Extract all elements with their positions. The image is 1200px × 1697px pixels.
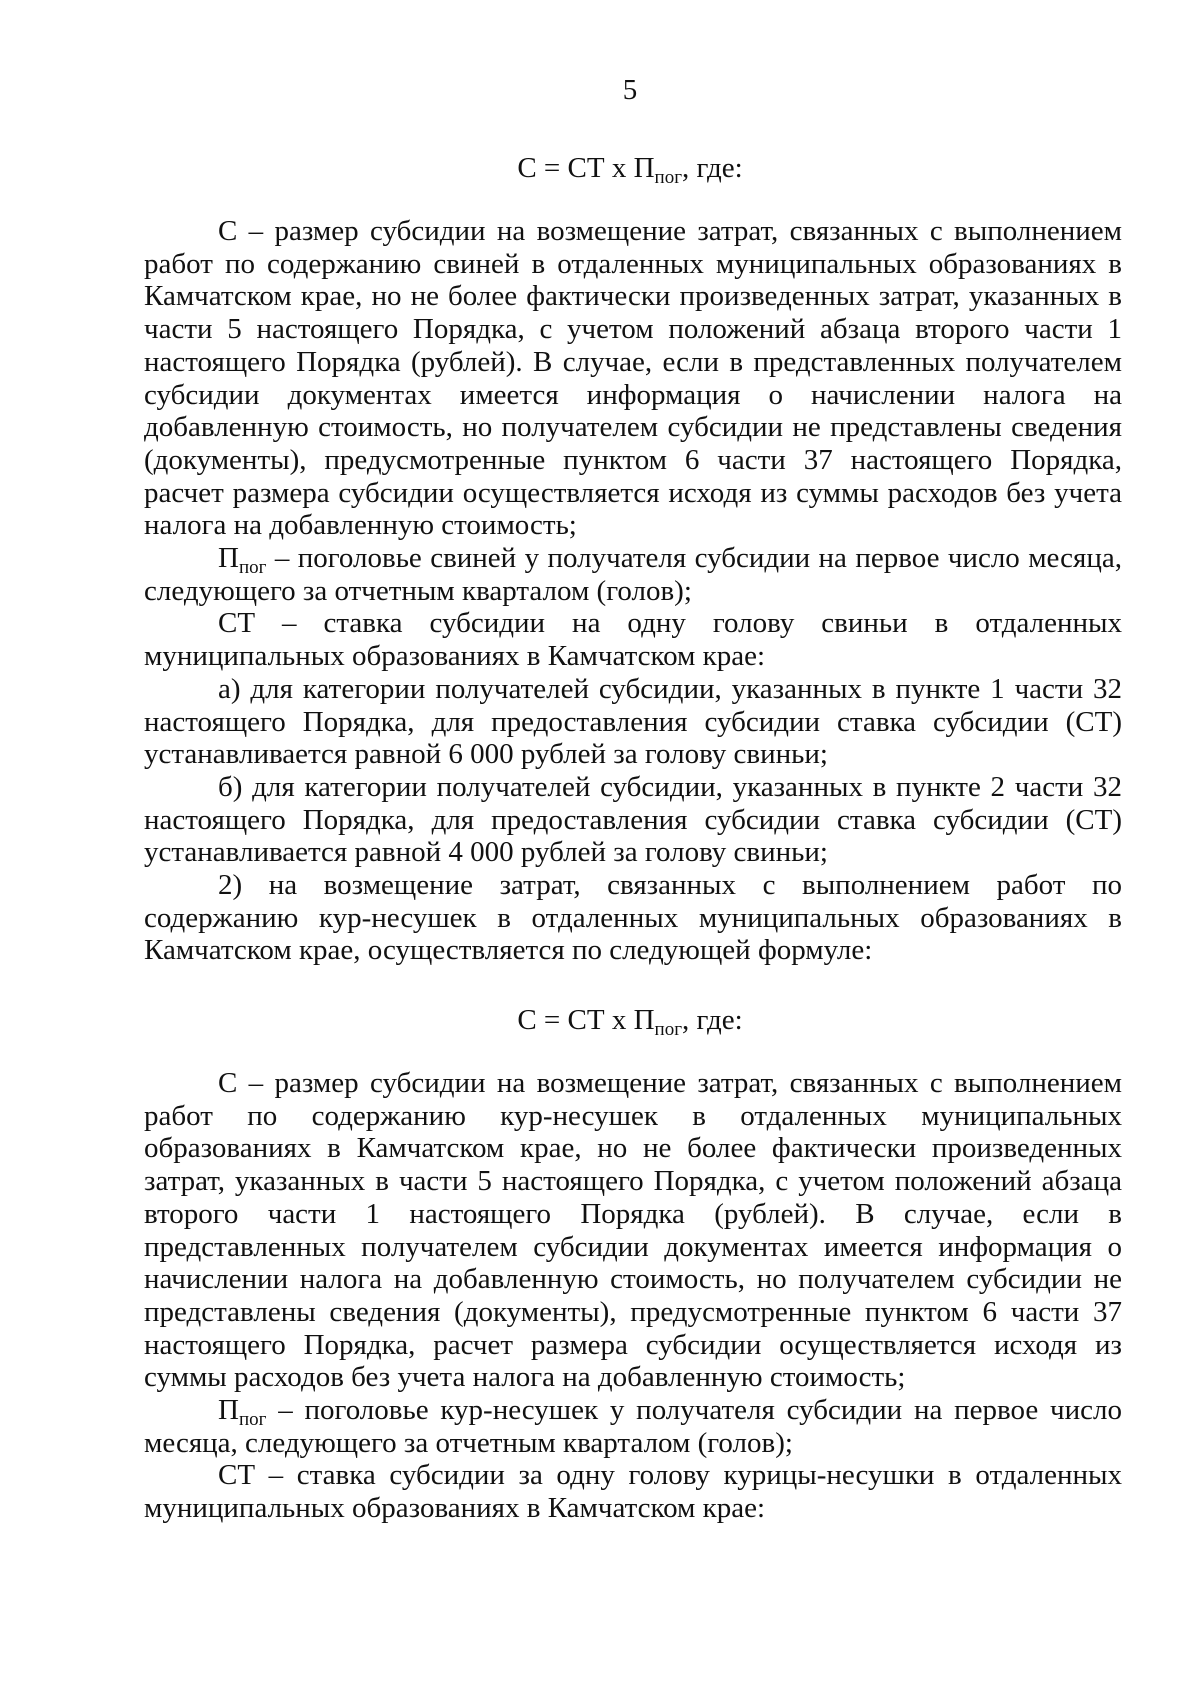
formula-tail: , где: — [682, 1004, 743, 1036]
formula-1 — [0, 150, 1200, 186]
paragraph-rate-definition: СТ – ставка субсидии за одну голову курицы-несушки в отдаленных муниципальных образованиях в Камчатском крае: — [144, 1459, 1122, 1525]
paragraph-subsidy-definition: С – размер субсидии на возмещение затрат, связанных с выполнением работ по содержанию кур-несушек в отдаленных муниципальных образованиях в Камчатском крае, но не более фактически произведенных затрат, указанных в части 5 настоящего Порядка, с учетом положений абзаца второго части 1 настоящего Порядка (рублей). В случае, если в представленных получателем субсидии документах имеется информация о начислении налога на добавленную стоимость, но получателем субсидии не представлены сведения (документы), предусмотренные пунктом 6 части 37 настоящего Порядка, расчет размера субсидии осуществляется исходя из суммы расходов без учета налога на добавленную стоимость; — [144, 1067, 1122, 1394]
formula-subscript: пог — [654, 1019, 683, 1040]
section-1 — [144, 215, 1122, 967]
paragraph-rate-a: а) для категории получателей субсидии, указанных в пункте 1 части 32 настоящего Порядка, для предоставления субсидии ставка субсидии (СТ) устанавливается равной 6 000 рублей за голову свиньи; — [144, 672, 1122, 771]
symbol-subscript: пог — [238, 557, 267, 579]
symbol-p: П — [218, 542, 239, 575]
paragraph-livestock-definition — [144, 542, 1122, 607]
formula-tail: , где: — [682, 152, 743, 184]
paragraph-livestock-definition — [144, 1394, 1122, 1459]
paragraph-rate-b: б) для категории получателей субсидии, указанных в пункте 2 части 32 настоящего Порядка, для предоставления субсидии ставка субсидии (СТ) устанавливается равной 4 000 рублей за голову свиньи; — [144, 770, 1122, 869]
paragraph-text: – поголовье свиней у получателя субсидии на первое число месяца, следующего за отчетным кварталом (голов); — [144, 542, 1122, 607]
formula-2 — [0, 1002, 1200, 1038]
paragraph-rate-definition: СТ – ставка субсидии на одну голову свиньи в отдаленных муниципальных образованиях в Камчатском крае: — [144, 607, 1122, 673]
symbol-p: П — [218, 1394, 239, 1427]
section-2 — [144, 1067, 1122, 1525]
paragraph-item-2: 2) на возмещение затрат, связанных с выполнением работ по содержанию кур-несушек в отдаленных муниципальных образованиях в Камчатском крае, осуществляется по следующей формуле: — [144, 869, 1122, 967]
paragraph-text: – поголовье кур-несушек у получателя субсидии на первое число месяца, следующего за отчетным кварталом (голов); — [144, 1394, 1122, 1459]
page-number: 5 — [622, 74, 638, 106]
formula-lhs: С = СТ х П — [517, 1004, 655, 1036]
symbol-subscript: пог — [238, 1409, 267, 1431]
formula-lhs: С = СТ х П — [517, 152, 655, 184]
paragraph-subsidy-definition: С – размер субсидии на возмещение затрат, связанных с выполнением работ по содержанию свиней в отдаленных муниципальных образованиях в Камчатском крае, но не более фактически произведенных затрат, указанных в части 5 настоящего Порядка, с учетом положений абзаца второго части 1 настоящего Порядка (рублей). В случае, если в представленных получателем субсидии документах имеется информация о начислении налога на добавленную стоимость, но получателем субсидии не представлены сведения (документы), предусмотренные пунктом 6 части 37 настоящего Порядка, расчет размера субсидии осуществляется исходя из суммы расходов без учета налога на добавленную стоимость; — [144, 215, 1122, 542]
formula-subscript: пог — [654, 167, 683, 188]
